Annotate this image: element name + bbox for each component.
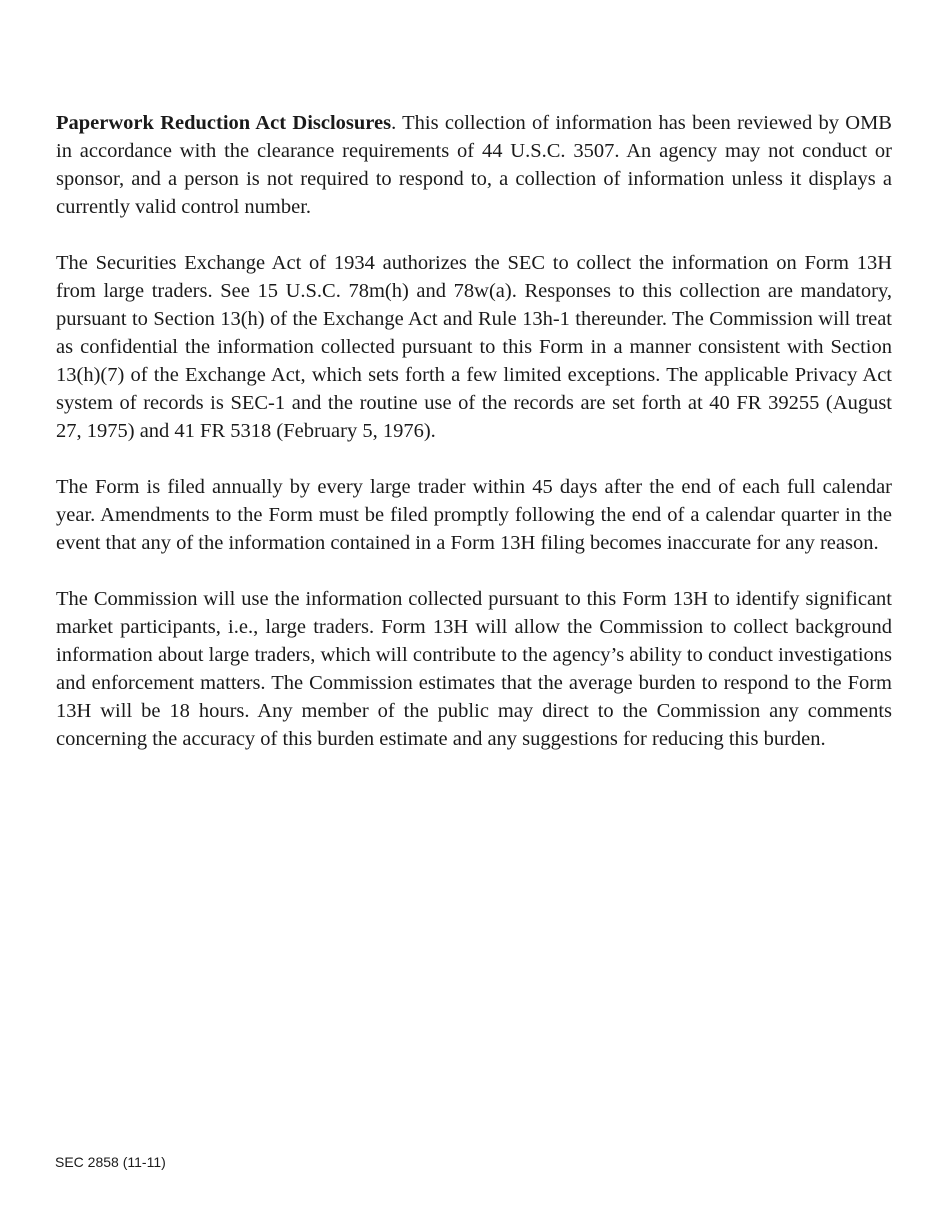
filing-paragraph: The Form is filed annually by every large trader within 45 days after the end of each full calendar year. Amendments to the Form must be filed promptly following the end of a calendar quarter in the event that any of the information contained in a Form 13H filing becomes inaccurate for any reason.: [56, 476, 892, 554]
disclosure-heading: Paperwork Reduction Act Disclosures: [56, 112, 392, 134]
form-number-footer: SEC 2858 (11-11): [55, 1154, 166, 1170]
use-paragraph: The Commission will use the information collected pursuant to this Form 13H to identify significant market participants, i.e., large traders. Form 13H will allow the Commission to collect background information about large traders, which will contribute to the agency’s ability to conduct investigations and enforcement matters. The Commission estimates that the average burden to respond to the Form 13H will be 18 hours. Any member of the public may direct to the Commission any comments concerning the accuracy of this burden estimate and any suggestions for reducing this burden.: [56, 588, 892, 750]
disclosure-intro-text: . This collection of information has been reviewed by OMB in accordance with the clearance requirements of 44 U.S.C. 3507. An agency may not conduct or sponsor, and a person is not required to respond to, a collection of information unless it displays a currently valid control number.: [56, 112, 892, 218]
authority-paragraph: The Securities Exchange Act of 1934 authorizes the SEC to collect the information on Form 13H from large traders. See 15 U.S.C. 78m(h) and 78w(a). Responses to this collection are mandatory, pursuant to Section 13(h) of the Exchange Act and Rule 13h-1 thereunder. The Commission will treat as confidential the information collected pursuant to this Form in a manner consistent with Section 13(h)(7) of the Exchange Act, which sets forth a few limited exceptions. The applicable Privacy Act system of records is SEC-1 and the routine use of the records are set forth at 40 FR 39255 (August 27, 1975) and 41 FR 5318 (February 5, 1976).: [56, 252, 892, 442]
document-body: [56, 109, 892, 781]
paperwork-disclosure-paragraph: [56, 109, 892, 221]
